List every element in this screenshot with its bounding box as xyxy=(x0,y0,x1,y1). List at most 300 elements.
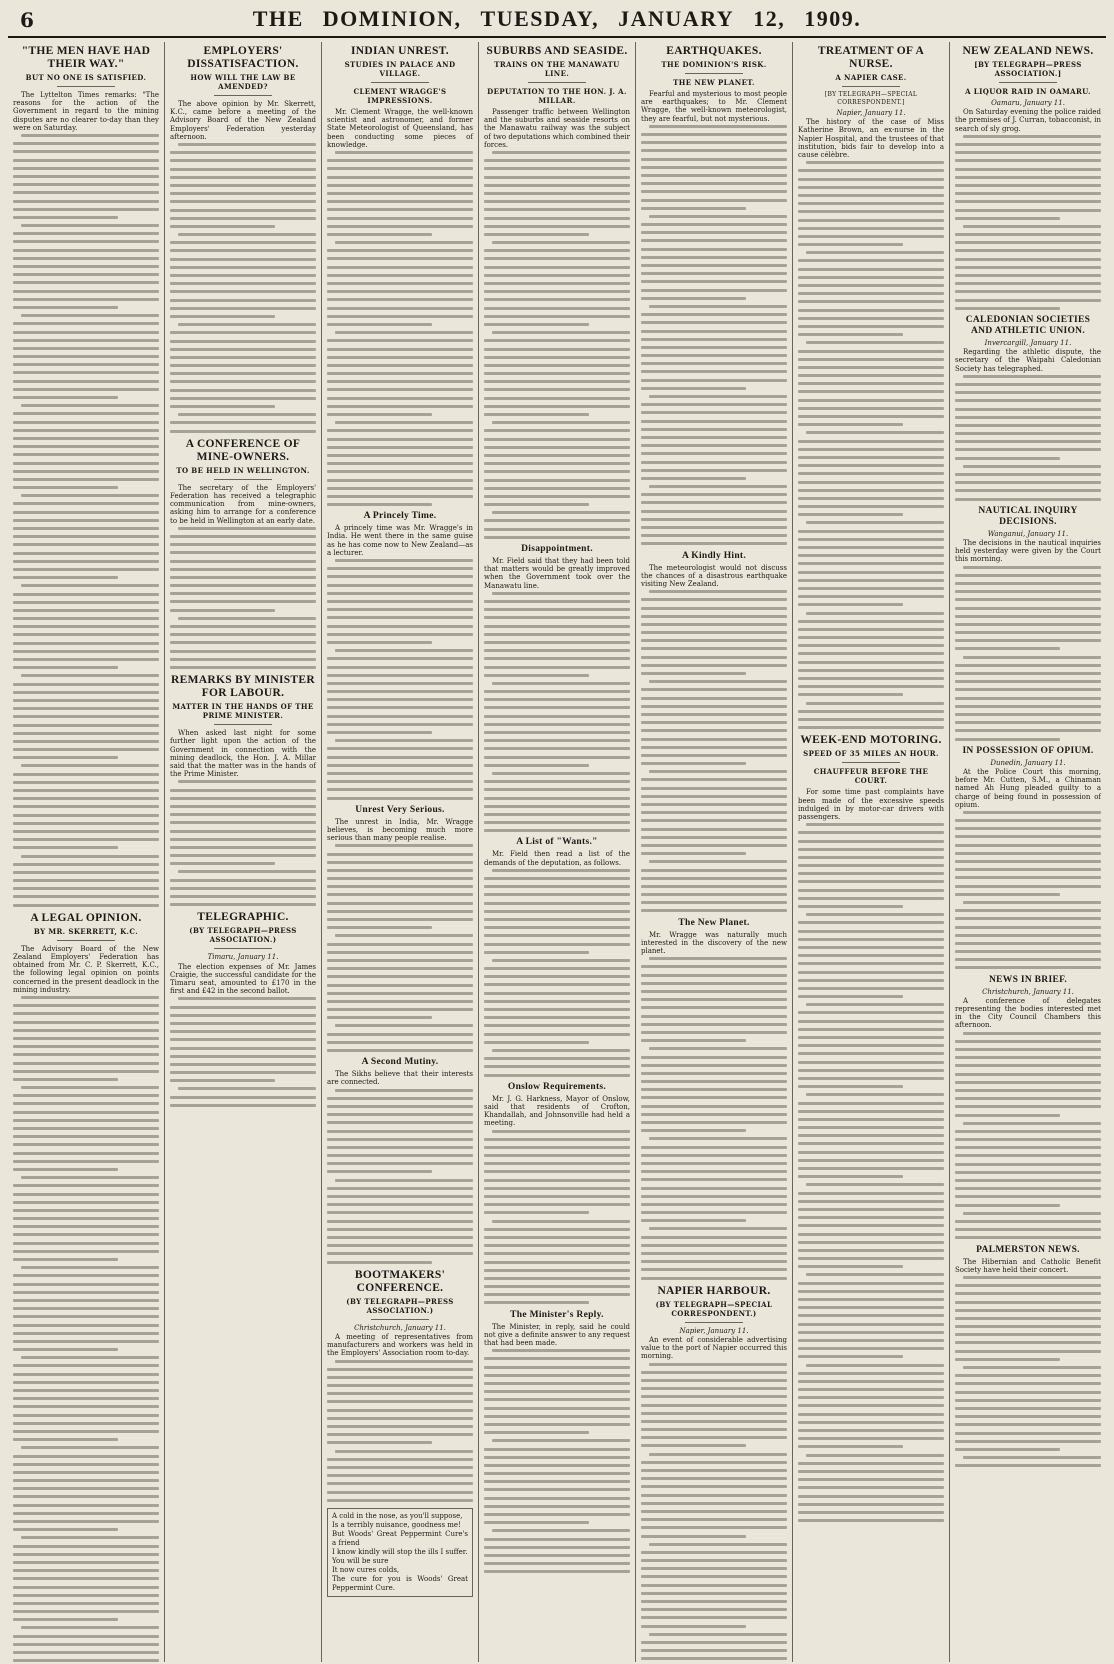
text-line xyxy=(641,974,787,977)
text-line xyxy=(21,494,159,497)
text-line xyxy=(170,1096,316,1099)
text-line xyxy=(963,1212,1101,1215)
text-line xyxy=(170,666,316,669)
article-body xyxy=(327,524,473,799)
text-line xyxy=(327,1000,473,1003)
text-line xyxy=(327,225,473,228)
text-line xyxy=(178,780,316,783)
text-line xyxy=(955,1423,1101,1426)
article-subhead: MATTER IN THE HANDS OF THE PRIME MINISTER. xyxy=(172,702,314,721)
text-line xyxy=(798,840,944,843)
text-line xyxy=(327,1121,473,1124)
text-line xyxy=(484,454,630,457)
text-line xyxy=(641,738,787,741)
text-line xyxy=(327,723,473,726)
text-line xyxy=(13,1340,159,1343)
text-line xyxy=(955,1195,1101,1198)
text-line xyxy=(13,1102,159,1105)
text-line xyxy=(170,805,316,808)
text-line xyxy=(798,1036,944,1039)
text-line xyxy=(798,880,944,883)
article-headline: INDIAN UNREST. xyxy=(351,45,449,57)
text-line xyxy=(649,215,787,218)
text-line xyxy=(484,877,630,880)
text-line xyxy=(641,534,787,537)
text-line xyxy=(327,1016,432,1019)
text-line xyxy=(327,323,432,326)
text-line xyxy=(955,457,1060,460)
text-line xyxy=(641,1469,787,1472)
text-line xyxy=(641,1129,746,1132)
text-line xyxy=(798,284,944,287)
text-line xyxy=(798,407,944,410)
text-line xyxy=(13,1274,159,1277)
article-text-lines xyxy=(798,823,944,1522)
text-line xyxy=(798,864,944,867)
masthead xyxy=(8,0,1106,38)
divider-rule xyxy=(214,724,272,725)
text-line xyxy=(13,666,118,669)
text-line xyxy=(641,1657,787,1660)
text-line xyxy=(641,1268,787,1271)
text-line xyxy=(170,1071,316,1074)
text-line xyxy=(798,366,944,369)
text-line xyxy=(649,1047,787,1050)
text-line xyxy=(955,909,1101,912)
article-headline: NAPIER HARBOUR. xyxy=(657,1284,771,1297)
text-line xyxy=(798,995,903,998)
text-line xyxy=(13,609,159,612)
article-text-lines xyxy=(170,143,316,433)
text-line xyxy=(13,298,159,301)
text-line xyxy=(798,1462,944,1465)
article-body xyxy=(641,564,787,913)
text-line xyxy=(649,590,787,593)
text-line xyxy=(641,518,787,521)
article-subhead: BY MR. SKERRETT, K.C. xyxy=(33,926,139,936)
text-line xyxy=(13,1504,159,1507)
text-line xyxy=(484,1448,630,1451)
column-2 xyxy=(165,42,322,1662)
text-line xyxy=(484,274,630,277)
text-line xyxy=(170,209,316,212)
text-line xyxy=(484,649,630,652)
text-line xyxy=(170,430,316,433)
text-line xyxy=(13,740,159,743)
article-text-lines xyxy=(170,527,316,669)
text-line xyxy=(327,1376,473,1379)
article-headline: WEEK-END MOTORING. xyxy=(800,734,942,747)
divider-rule xyxy=(842,86,900,87)
text-line xyxy=(484,446,630,449)
text-line xyxy=(13,1553,159,1556)
article-lead: A princely time was Mr. Wragge's in India. He went there in the same guise as he has come now to New Zealand—as a lecturer. xyxy=(327,524,473,557)
text-line xyxy=(484,797,630,800)
text-line xyxy=(484,364,630,367)
column-6 xyxy=(793,42,950,1662)
text-line xyxy=(13,1610,159,1613)
text-line xyxy=(798,579,944,582)
text-line xyxy=(170,364,316,367)
text-line xyxy=(798,399,944,402)
text-line xyxy=(798,1478,944,1481)
text-line xyxy=(955,1204,1060,1207)
text-line xyxy=(798,554,944,557)
text-line xyxy=(13,527,159,530)
text-line xyxy=(955,868,1101,871)
article xyxy=(327,805,473,1052)
text-line xyxy=(798,1445,903,1448)
text-line xyxy=(13,1078,118,1081)
text-line xyxy=(484,910,630,913)
text-line xyxy=(955,233,1101,236)
text-line xyxy=(13,748,159,751)
text-line xyxy=(955,143,1101,146)
text-line xyxy=(955,1301,1101,1304)
text-line xyxy=(484,608,630,611)
text-line xyxy=(327,397,473,400)
article-body xyxy=(955,348,1101,500)
text-line xyxy=(327,1474,473,1477)
text-line xyxy=(170,1047,316,1050)
article-text-lines xyxy=(484,869,630,1077)
text-line xyxy=(798,1314,944,1317)
text-line xyxy=(798,628,944,631)
text-line xyxy=(484,1244,630,1247)
text-line xyxy=(798,1298,944,1301)
text-line xyxy=(798,472,944,475)
text-line xyxy=(327,388,473,391)
text-line xyxy=(13,1012,159,1015)
text-line xyxy=(13,1209,159,1212)
text-line xyxy=(955,1374,1101,1377)
text-line xyxy=(13,502,159,505)
text-line xyxy=(798,848,944,851)
text-line xyxy=(649,860,787,863)
article-headline: A Princely Time. xyxy=(363,511,437,522)
article-body xyxy=(955,997,1101,1240)
text-line xyxy=(798,905,903,908)
text-line xyxy=(798,1020,944,1023)
column-7 xyxy=(950,42,1106,1662)
text-line xyxy=(484,176,630,179)
article xyxy=(170,674,316,906)
article-text-lines xyxy=(641,125,787,546)
article xyxy=(955,315,1101,501)
article-lead: Regarding the athletic dispute, the secretary of the Waipahi Caledonian Society has telegraphed. xyxy=(955,348,1101,373)
article-text-lines xyxy=(484,1130,630,1305)
text-line xyxy=(955,1081,1101,1084)
article xyxy=(170,45,316,433)
text-line xyxy=(484,756,630,759)
article-subhead: THE NEW PLANET. xyxy=(673,78,755,87)
text-line xyxy=(641,705,787,708)
text-line xyxy=(335,844,473,847)
text-line xyxy=(484,731,630,734)
text-line xyxy=(13,699,159,702)
text-line xyxy=(170,282,316,285)
article-headline: A Second Mutiny. xyxy=(361,1057,439,1068)
text-line xyxy=(806,1454,944,1457)
text-line xyxy=(963,901,1101,904)
text-line xyxy=(641,901,787,904)
article-headline: NAUTICAL INQUIRY DECISIONS. xyxy=(978,505,1078,527)
text-line xyxy=(170,551,316,554)
text-line xyxy=(798,1192,944,1195)
text-line xyxy=(170,356,316,359)
text-line xyxy=(798,202,944,205)
text-line xyxy=(170,797,316,800)
text-line xyxy=(955,1171,1101,1174)
text-line xyxy=(13,306,118,309)
text-line xyxy=(13,519,159,522)
text-line xyxy=(641,199,787,202)
text-line xyxy=(327,1433,473,1436)
text-line xyxy=(641,1162,787,1165)
article-lead: The above opinion by Mr. Skerrett, K.C., came before a meeting of the Advisory Board of the New Zealand Employers' Federation yesterday afternoon. xyxy=(170,100,316,141)
text-line xyxy=(641,526,787,529)
text-line xyxy=(798,1347,944,1350)
text-line xyxy=(170,568,316,571)
article-text-lines xyxy=(641,957,787,1279)
text-line xyxy=(798,1167,944,1170)
text-line xyxy=(649,1227,787,1230)
article-lead: The Lyttelton Times remarks: "The reasons for the action of the Government in regard to the mining disputes are no clearer to-day than they were on Saturday. xyxy=(13,91,159,132)
text-line xyxy=(484,641,630,644)
text-line xyxy=(327,1203,473,1206)
text-line xyxy=(798,1110,944,1113)
text-line xyxy=(798,1102,944,1105)
article-body xyxy=(955,539,1101,741)
text-line xyxy=(798,440,944,443)
text-line xyxy=(492,1220,630,1223)
text-line xyxy=(641,1575,787,1578)
text-line xyxy=(806,612,944,615)
text-line xyxy=(798,1388,944,1391)
text-line xyxy=(641,510,787,513)
text-line xyxy=(13,191,159,194)
text-line xyxy=(806,823,944,826)
text-line xyxy=(13,707,159,710)
text-line xyxy=(21,1176,159,1179)
text-line xyxy=(178,323,316,326)
text-line xyxy=(955,192,1101,195)
text-line xyxy=(170,600,316,603)
text-line xyxy=(170,1006,316,1009)
text-line xyxy=(13,1528,118,1531)
article-body xyxy=(798,118,944,729)
text-line xyxy=(327,690,473,693)
text-line xyxy=(170,241,316,244)
text-line xyxy=(806,1273,944,1276)
text-line xyxy=(955,705,1101,708)
text-line xyxy=(327,1252,473,1255)
article-text-lines xyxy=(327,844,473,1052)
text-line xyxy=(798,317,944,320)
text-line xyxy=(955,844,1101,847)
text-line xyxy=(492,511,630,514)
text-line xyxy=(13,1143,159,1146)
text-line xyxy=(649,770,787,773)
article xyxy=(327,1269,473,1502)
article-headline: Disappointment. xyxy=(521,544,593,555)
text-line xyxy=(492,1529,630,1532)
text-line xyxy=(13,240,159,243)
text-line xyxy=(955,1089,1101,1092)
text-line xyxy=(327,339,473,342)
text-line xyxy=(484,356,630,359)
text-line xyxy=(178,870,316,873)
text-line xyxy=(170,879,316,882)
text-line xyxy=(798,1085,903,1088)
text-line xyxy=(798,1077,944,1080)
text-line xyxy=(13,380,159,383)
text-line xyxy=(798,1282,944,1285)
text-line xyxy=(484,315,630,318)
article xyxy=(484,45,630,539)
article xyxy=(327,45,473,506)
text-line xyxy=(13,568,159,571)
text-line xyxy=(955,151,1101,154)
text-line xyxy=(806,702,944,705)
text-line xyxy=(798,652,944,655)
text-line xyxy=(484,690,630,693)
text-line xyxy=(955,647,1060,650)
text-line xyxy=(955,926,1101,929)
text-line xyxy=(955,1179,1101,1182)
text-line xyxy=(641,1649,787,1652)
text-line xyxy=(641,1236,787,1239)
text-line xyxy=(327,495,473,498)
text-line xyxy=(798,921,944,924)
text-line xyxy=(13,142,159,145)
article-headline: CALEDONIAN SOCIETIES AND ATHLETIC UNION. xyxy=(965,314,1091,336)
text-line xyxy=(806,521,944,524)
text-line xyxy=(798,938,944,941)
text-line xyxy=(484,307,630,310)
text-line xyxy=(484,992,630,995)
article-headline: The Minister's Reply. xyxy=(510,1309,604,1320)
text-line xyxy=(955,391,1101,394)
text-line xyxy=(484,893,630,896)
article-text-lines xyxy=(955,375,1101,501)
article-body xyxy=(13,945,159,1662)
text-line xyxy=(798,1241,944,1244)
text-line xyxy=(798,1134,944,1137)
text-line xyxy=(170,625,316,628)
text-line xyxy=(13,543,159,546)
text-line xyxy=(484,1033,630,1036)
text-line xyxy=(955,440,1101,443)
text-line xyxy=(641,158,787,161)
text-line xyxy=(955,399,1101,402)
divider-rule xyxy=(214,948,272,949)
text-line xyxy=(170,862,275,865)
text-line xyxy=(798,448,944,451)
text-line xyxy=(13,1160,159,1163)
text-line xyxy=(798,497,944,500)
text-line xyxy=(484,1398,630,1401)
text-line xyxy=(955,1146,1101,1149)
text-line xyxy=(484,1074,630,1077)
article-subhead: TO BE HELD IN WELLINGTON. xyxy=(176,465,310,475)
advertisement-line: But Woods' Great Peppermint Cure's a friend xyxy=(332,1529,468,1547)
text-line xyxy=(955,258,1101,261)
text-line xyxy=(327,861,473,864)
text-line xyxy=(484,397,630,400)
text-line xyxy=(484,528,630,531)
text-line xyxy=(13,1242,159,1245)
text-line xyxy=(170,1104,316,1107)
text-line xyxy=(327,706,473,709)
title-word: DOMINION, xyxy=(322,6,462,31)
article xyxy=(798,734,944,1522)
text-line xyxy=(641,1485,787,1488)
text-line xyxy=(955,448,1101,451)
text-line xyxy=(641,1494,787,1497)
article-text-lines xyxy=(955,1032,1101,1240)
text-line xyxy=(170,184,316,187)
text-line xyxy=(13,1053,159,1056)
text-line xyxy=(13,871,159,874)
text-line xyxy=(641,828,787,831)
text-line xyxy=(327,307,473,310)
text-line xyxy=(798,219,944,222)
text-line xyxy=(484,413,589,416)
masthead-title xyxy=(247,6,867,32)
text-line xyxy=(13,429,159,432)
text-line xyxy=(13,1332,159,1335)
text-line xyxy=(13,1168,118,1171)
text-line xyxy=(641,1551,787,1554)
text-line xyxy=(13,593,159,596)
text-line xyxy=(13,814,159,817)
text-line xyxy=(649,1363,787,1366)
text-line xyxy=(641,1121,787,1124)
text-line xyxy=(955,1130,1101,1133)
text-line xyxy=(955,1064,1101,1067)
text-line xyxy=(641,631,787,634)
text-line xyxy=(13,1618,118,1621)
text-line xyxy=(955,159,1101,162)
text-line xyxy=(13,1405,159,1408)
text-line xyxy=(484,666,630,669)
text-line xyxy=(484,764,589,767)
text-line xyxy=(955,498,1101,501)
title-word: TUESDAY, xyxy=(480,6,600,31)
text-line xyxy=(13,265,159,268)
text-line xyxy=(170,340,316,343)
text-line xyxy=(641,313,787,316)
text-line xyxy=(335,559,473,562)
text-line xyxy=(13,789,159,792)
article-body xyxy=(955,768,1101,970)
text-line xyxy=(955,1341,1101,1344)
text-line xyxy=(484,902,630,905)
text-line xyxy=(484,1024,630,1027)
text-line xyxy=(13,1594,159,1597)
title-word: 12, xyxy=(753,6,786,31)
article-lead: The decisions in the nautical inquiries held yesterday were given by the Court this morning. xyxy=(955,538,1101,564)
text-line xyxy=(798,979,944,982)
text-line xyxy=(798,1519,944,1522)
text-line xyxy=(484,1415,630,1418)
text-line xyxy=(798,481,944,484)
text-line xyxy=(641,1477,787,1480)
text-line xyxy=(484,1138,630,1141)
text-line xyxy=(13,1152,159,1155)
text-line xyxy=(955,631,1101,634)
